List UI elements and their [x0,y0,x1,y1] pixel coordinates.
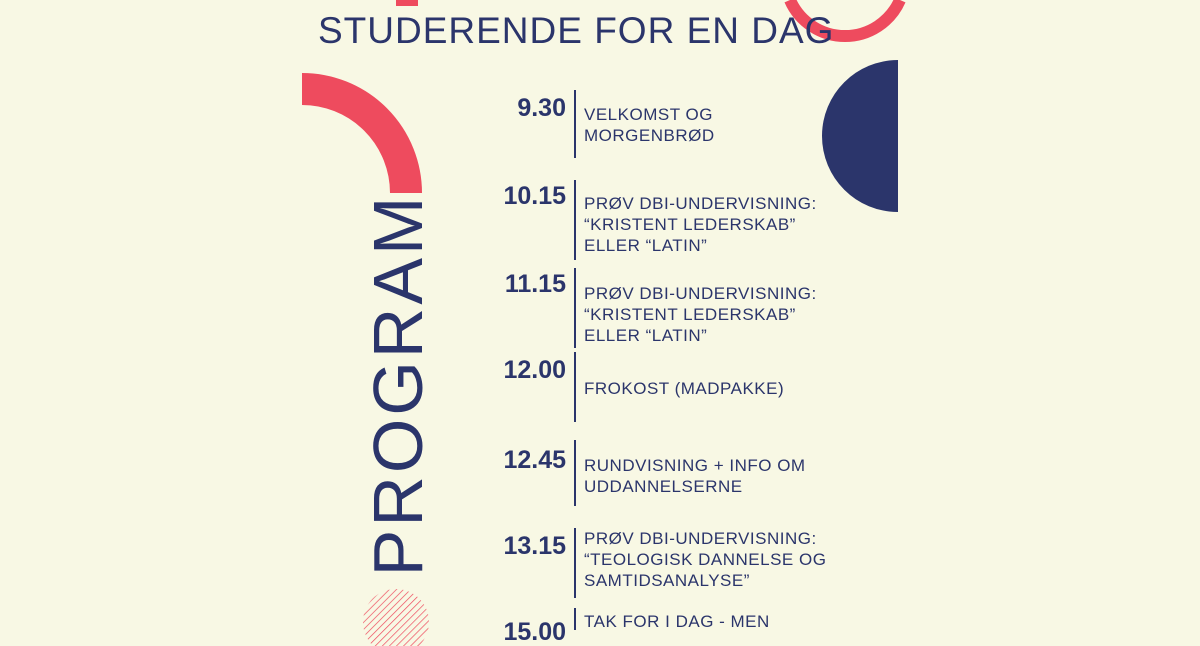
schedule-time: 12.00 [503,356,566,384]
schedule-time: 15.00 [503,618,566,646]
schedule-time: 13.15 [503,532,566,560]
divider-line [574,268,576,348]
program-heading: PROGRAM [359,193,437,577]
schedule-text: FROKOST (MADPAKKE) [584,379,785,398]
schedule-time: 10.15 [503,182,566,210]
schedule-text: VELKOMST OG MORGENBRØD [584,105,715,145]
schedule-text: PRØV DBI-UNDERVISNING: “KRISTENT LEDERSKAB” ELLER “LATIN” [584,284,817,345]
schedule-text: PRØV DBI-UNDERVISNING: “KRISTENT LEDERSKAB” ELLER “LATIN” [584,194,817,255]
divider-line [574,180,576,260]
divider-line [574,352,576,422]
divider-line [574,90,576,158]
page-title: STUDERENDE FOR EN DAG [318,10,835,51]
schedule-text: RUNDVISNING + INFO OM UDDANNELSERNE [584,456,806,496]
divider-line [574,608,576,630]
schedule-time: 12.45 [503,446,566,474]
schedule-text: TAK FOR I DAG - MEN [584,612,770,631]
schedule-time: 11.15 [504,270,566,298]
schedule-text: PRØV DBI-UNDERVISNING: “TEOLOGISK DANNELSE OG SAMTIDSANALYSE” [584,529,827,590]
pink-quarter-arc-decoration [302,72,427,164]
divider-line [574,440,576,506]
hatched-circle-decoration [362,588,430,630]
schedule-time: 9.30 [517,94,566,122]
top-pink-mark-decoration [396,0,418,6]
divider-line [574,528,576,598]
